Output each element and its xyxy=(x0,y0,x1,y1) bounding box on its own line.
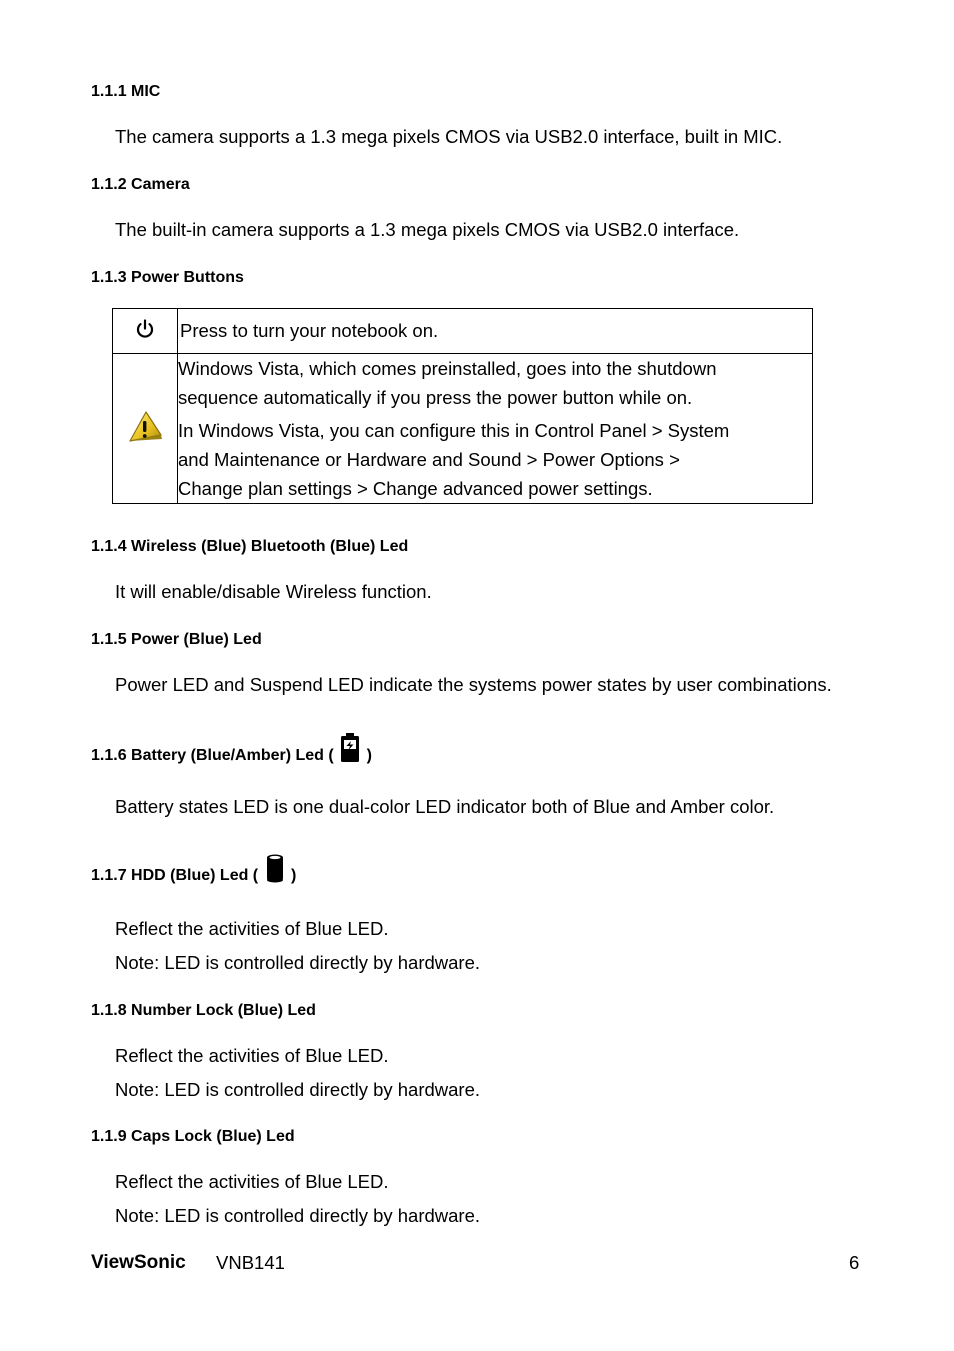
wireless-led-description: It will enable/disable Wireless function. xyxy=(115,581,432,602)
table-row xyxy=(113,354,813,504)
heading-hdd-led-text: 1.1.7 HDD (Blue) Led ( xyxy=(91,867,259,884)
shutdown-note xyxy=(178,354,813,504)
number-lock-led-note: Note: LED is controlled directly by hardware. xyxy=(115,1079,481,1100)
page-number: 6 xyxy=(849,1252,860,1273)
heading-number-lock-led: 1.1.8 Number Lock (Blue) Led xyxy=(91,1002,316,1019)
number-lock-led-description: Reflect the activities of Blue LED. xyxy=(115,1045,389,1066)
power-icon-cell xyxy=(113,309,178,354)
battery-led-description: Battery states LED is one dual-color LED indicator both of Blue and Amber color. xyxy=(115,796,775,817)
battery-icon xyxy=(340,733,360,763)
power-on-text: Press to turn your notebook on. xyxy=(178,309,813,354)
caps-lock-led-note: Note: LED is controlled directly by hardware. xyxy=(115,1205,481,1226)
shutdown-note-line: and Maintenance or Hardware and Sound > Power Options > xyxy=(178,449,680,470)
mic-description: The camera supports a 1.3 mega pixels CMOS via USB2.0 interface, built in MIC. xyxy=(115,126,783,147)
hdd-icon xyxy=(265,853,285,883)
heading-battery-led-text: 1.1.6 Battery (Blue/Amber) Led ( xyxy=(91,747,334,764)
camera-description: The built-in camera supports a 1.3 mega pixels CMOS via USB2.0 interface. xyxy=(115,219,740,240)
heading-power-led: 1.1.5 Power (Blue) Led xyxy=(91,631,262,648)
footer-brand: ViewSonic xyxy=(91,1252,186,1273)
shutdown-note-line: Change plan settings > Change advanced power settings. xyxy=(178,478,653,499)
heading-hdd-led xyxy=(91,853,296,885)
heading-camera: 1.1.2 Camera xyxy=(91,176,190,193)
footer-model: VNB141 xyxy=(216,1252,285,1273)
power-icon xyxy=(134,318,156,340)
heading-hdd-led-suffix: ) xyxy=(291,867,297,884)
power-led-description: Power LED and Suspend LED indicate the systems power states by user combinations. xyxy=(115,674,832,695)
heading-wireless-led: 1.1.4 Wireless (Blue) Bluetooth (Blue) Led xyxy=(91,538,409,555)
shutdown-note-line: In Windows Vista, you can configure this in Control Panel > System xyxy=(178,420,730,441)
shutdown-note-line: sequence automatically if you press the power button while on. xyxy=(178,387,693,408)
heading-mic: 1.1.1 MIC xyxy=(91,83,161,100)
warning-icon-cell xyxy=(113,354,178,504)
hdd-led-description: Reflect the activities of Blue LED. xyxy=(115,918,389,939)
heading-power-buttons: 1.1.3 Power Buttons xyxy=(91,269,244,286)
heading-battery-led-suffix: ) xyxy=(366,747,372,764)
caps-lock-led-description: Reflect the activities of Blue LED. xyxy=(115,1171,389,1192)
table-row xyxy=(113,309,813,354)
heading-battery-led xyxy=(91,733,372,765)
shutdown-note-line: Windows Vista, which comes preinstalled, goes into the shutdown xyxy=(178,358,717,379)
power-buttons-table xyxy=(112,308,813,504)
heading-caps-lock-led: 1.1.9 Caps Lock (Blue) Led xyxy=(91,1128,295,1145)
hdd-led-note: Note: LED is controlled directly by hardware. xyxy=(115,952,481,973)
warning-icon xyxy=(126,408,164,444)
